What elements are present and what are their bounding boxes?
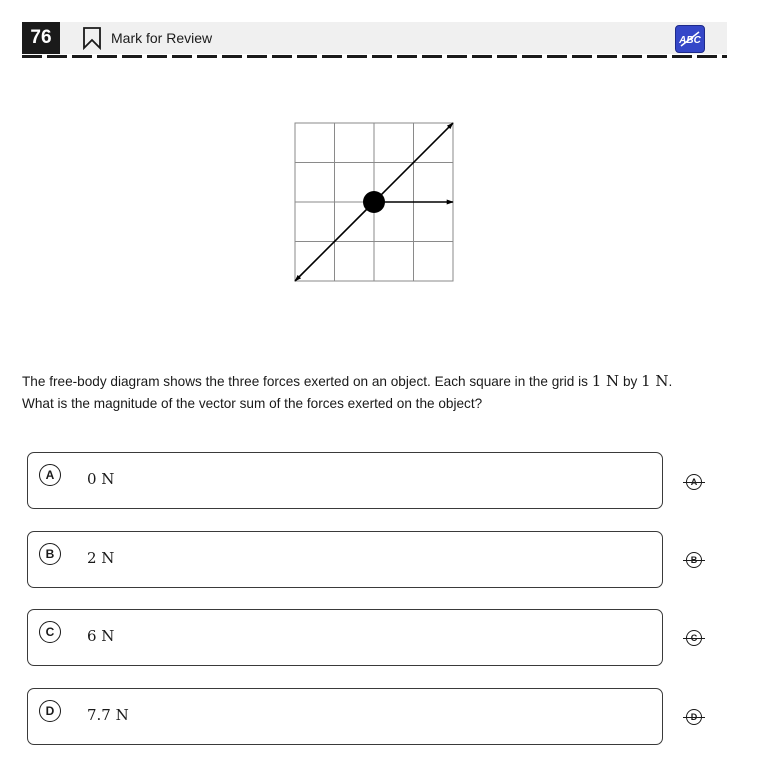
option-value-a: 0 N <box>87 470 115 488</box>
option-value-b: 2 N <box>87 549 115 567</box>
strikethrough-button-b[interactable] <box>683 549 705 571</box>
bookmark-icon <box>82 26 102 50</box>
answer-option-b[interactable] <box>27 531 663 588</box>
option-value-d: 7.7 N <box>87 706 129 724</box>
option-letter-a: A <box>39 464 61 486</box>
question-text <box>22 370 742 415</box>
strikethrough-button-a[interactable] <box>683 471 705 493</box>
object-dot <box>363 191 385 213</box>
question-text-part3: . <box>668 374 673 389</box>
strikethrough-button-d[interactable] <box>683 706 705 728</box>
header-divider <box>22 55 727 58</box>
option-value-c: 6 N <box>87 627 115 645</box>
strikethrough-line-icon <box>683 482 705 483</box>
option-letter-b: B <box>39 543 61 565</box>
question-unit1: 1 N <box>591 372 620 390</box>
question-unit2: 1 N <box>641 372 669 390</box>
answer-option-c[interactable] <box>27 609 663 666</box>
mark-for-review-button[interactable] <box>82 26 212 50</box>
question-text-line2: What is the magnitude of the vector sum of the forces exerted on the object? <box>22 396 483 411</box>
option-letter-d: D <box>39 700 61 722</box>
mark-for-review-label: Mark for Review <box>111 30 213 46</box>
abc-strikethrough-button[interactable] <box>675 25 705 53</box>
question-text-part1: The free-body diagram shows the three forces exerted on an object. Each square in the grid is <box>22 374 592 389</box>
abc-strikethrough-icon <box>678 30 702 48</box>
answer-option-d[interactable] <box>27 688 663 745</box>
option-letter-c: C <box>39 621 61 643</box>
strikethrough-line-icon <box>683 717 705 718</box>
strikethrough-line-icon <box>683 560 705 561</box>
free-body-diagram <box>290 118 460 288</box>
question-number: 76 <box>22 22 60 54</box>
question-header <box>22 22 727 54</box>
svg-text:ABC: ABC <box>679 35 701 46</box>
strikethrough-button-c[interactable] <box>683 627 705 649</box>
strikethrough-line-icon <box>683 638 705 639</box>
question-text-part2: by <box>619 374 642 389</box>
answer-option-a[interactable] <box>27 452 663 509</box>
